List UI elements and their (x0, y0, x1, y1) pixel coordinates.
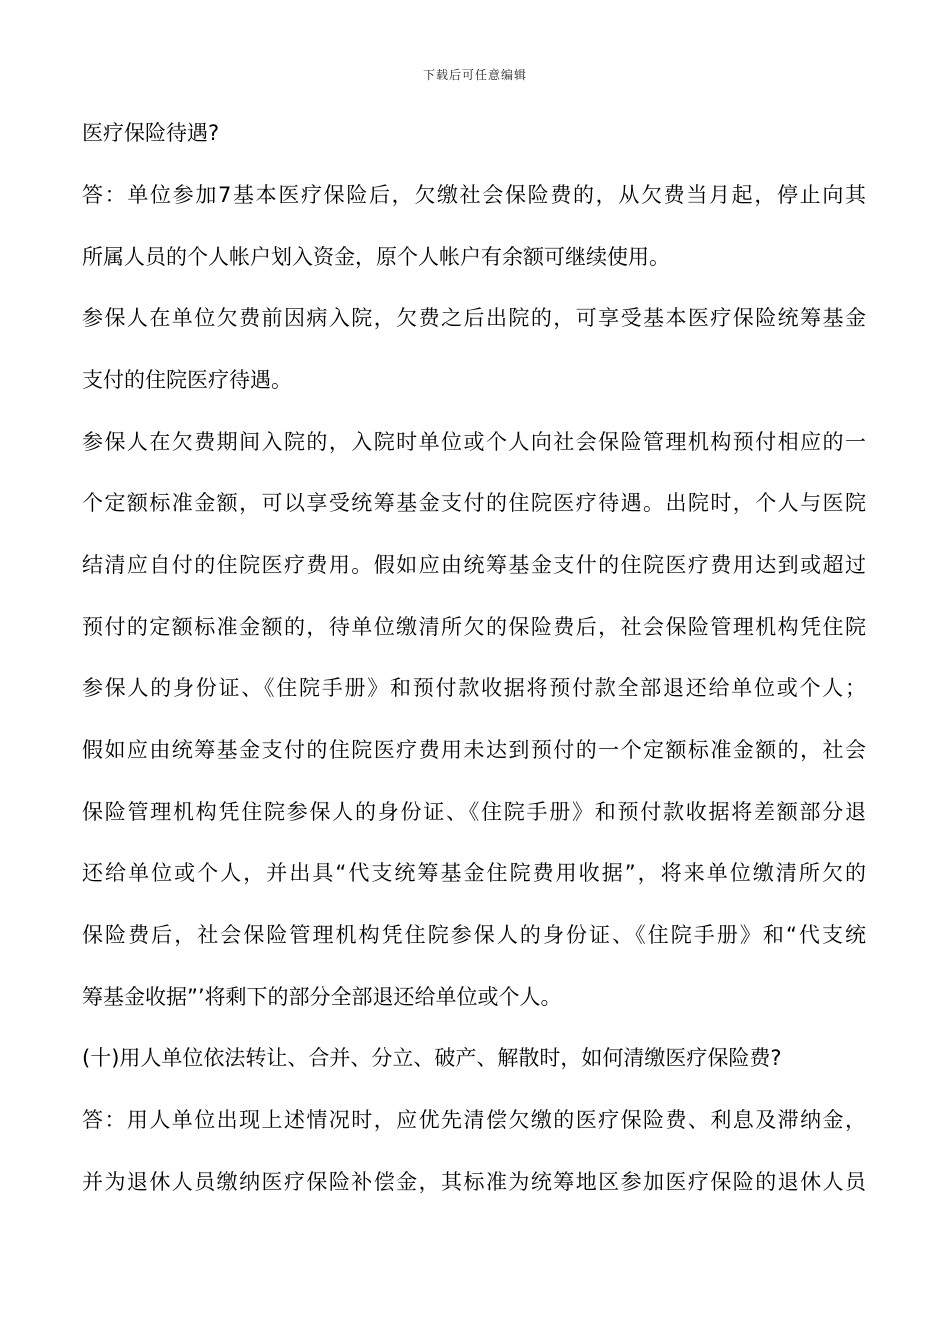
text-line: 假如应由统筹基金支付的住院医疗费用未达到预付的一个定额标准金额的，社会 (82, 738, 866, 762)
text-line: 筹基金收据”’将剩下的部分全部退还给单位或个人。 (82, 985, 562, 1009)
text-line: 并为退休人员缴纳医疗保险补偿金，其标准为统筹地区参加医疗保险的退休人员 (82, 1170, 866, 1194)
text-line: 答：用人单位出现上述情况时，应优先清偿欠缴的医疗保险费、利息及滞纳金， (82, 1108, 866, 1132)
page-header: 下载后可任意编辑 (422, 68, 527, 82)
text-line: 还给单位或个人，并出具“代支统筹基金住院费用收据”，将来单位缴清所欠的 (82, 861, 866, 885)
text-line: (十)用人单位依法转让、合并、分立、破产、解散时，如何清缴医疗保险费? (82, 1046, 782, 1070)
text-line: 保险费后，社会保险管理机构凭住院参保人的身份证、《住院手册》和“代支统 (82, 923, 866, 947)
text-line: 支付的住院医疗待遇。 (82, 368, 292, 392)
text-line: 预付的定额标准金额的，待单位缴清所欠的保险费后，社会保险管理机构凭住院 (82, 615, 866, 639)
text-line: 所属人员的个人帐户划入资金，原个人帐户有余额可继续使用。 (82, 245, 670, 269)
text-line: 医疗保险待遇? (82, 121, 220, 145)
text-line: 参保人在单位欠费前因病入院，欠费之后出院的，可享受基本医疗保险统筹基金 (82, 306, 866, 330)
text-line: 答：单位参加7基本医疗保险后，欠缴社会保险费的，从欠费当月起，停止向其 (82, 183, 866, 207)
text-line: 个定额标准金额，可以享受统筹基金支付的住院医疗待遇。出院时，个人与医院 (82, 491, 866, 515)
text-line: 参保人的身份证、《住院手册》和预付款收据将预付款全部退还给单位或个人； (82, 676, 866, 700)
text-line: 保险管理机构凭住院参保人的身份证、《住院手册》和预付款收据将差额部分退 (82, 800, 866, 824)
text-line: 参保人在欠费期间入院的，入院时单位或个人向社会保险管理机构预付相应的一 (82, 430, 866, 454)
text-line: 结清应自付的住院医疗费用。假如应由统筹基金支什的住院医疗费用达到或超过 (82, 553, 866, 577)
